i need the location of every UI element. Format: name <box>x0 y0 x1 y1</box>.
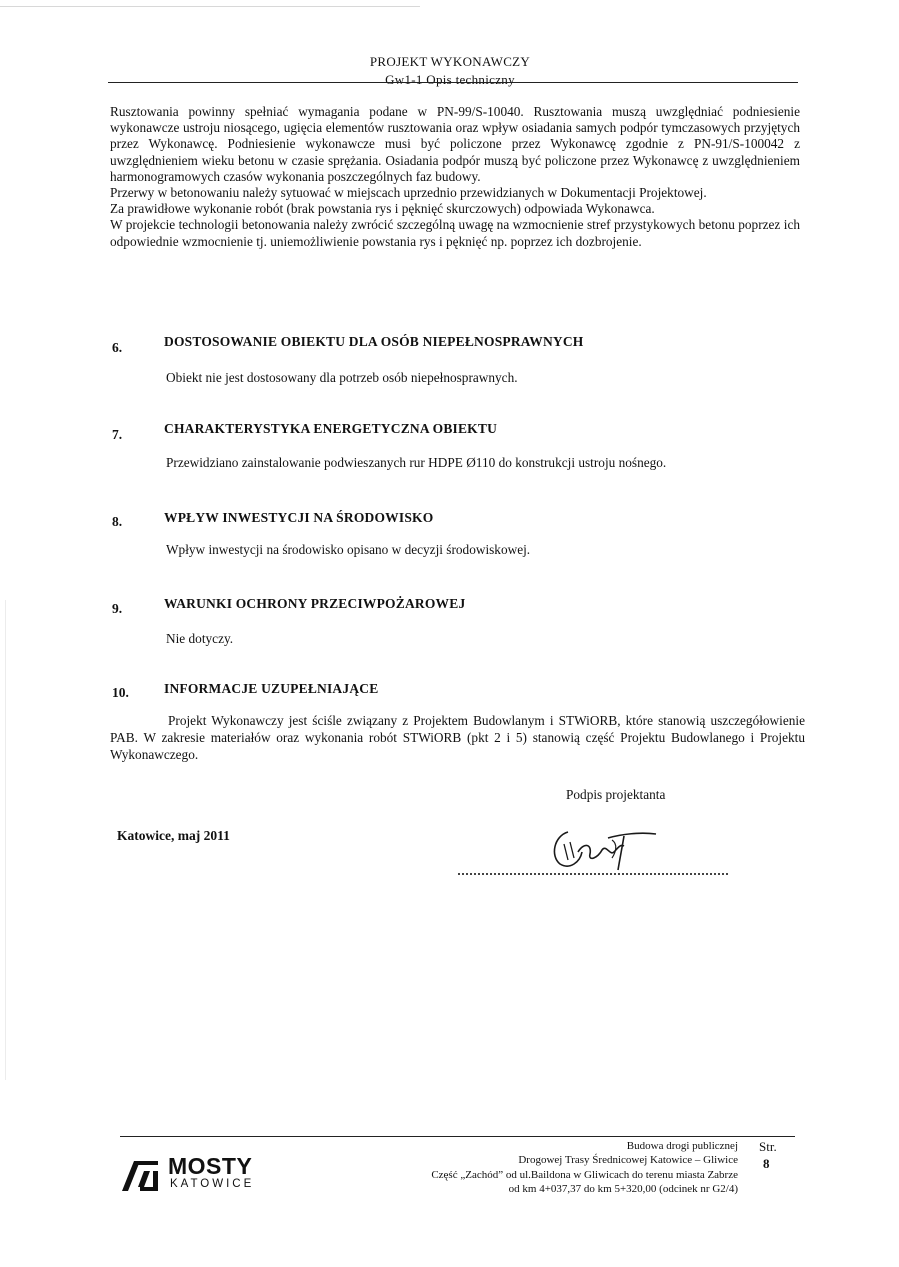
section-6-heading: DOSTOSOWANIE OBIEKTU DLA OSÓB NIEPEŁNOSPRAWNYCH <box>164 334 584 349</box>
page-label: Str. <box>759 1139 777 1154</box>
footer-project-info <box>360 1139 738 1196</box>
scan-top-line <box>0 6 420 7</box>
logo-name: MOSTY <box>168 1153 253 1179</box>
signature-dotted-line <box>458 873 728 875</box>
section-9-number: 9. <box>112 601 123 616</box>
section-10-number: 10. <box>112 685 129 700</box>
section-10-heading: INFORMACJE UZUPEŁNIAJĄCE <box>164 681 379 696</box>
scan-margin-line <box>5 600 6 1080</box>
intro-paragraph: Przerwy w betonowaniu należy sytuować w miejscach uprzednio przewidzianych w Dokumentacji Projektowej. <box>110 185 707 201</box>
header-rule <box>108 82 798 83</box>
document-subtitle: Gw1-1 Opis techniczny <box>385 72 515 87</box>
footer-rule <box>120 1136 795 1137</box>
section-9-heading: WARUNKI OCHRONY PRZECIWPOŻAROWEJ <box>164 596 466 611</box>
intro-paragraph: Rusztowania powinny spełniać wymagania podane w PN-99/S-10040. Rusztowania muszą uwzględniać podniesienie wykonawcze ustroju niosącego, ugięcia elementów rusztowania oraz wpływ osiadania samych podpór tymczasowych przyjętych przez Wykonawcę. Podniesienie wykonawcze musi być policzone przez Wykonawcę zgodnie z PN-91/S-100042 z uwzględnieniem wieku betonu w czasie sprężania. Osiadania podpór muszą być policzone przez Wykonawcę z uwzględnieniem harmonogramowych czasów wykonania poszczególnych faz budowy. <box>110 104 800 184</box>
intro-text <box>110 104 800 250</box>
footer-line: Budowa drogi publicznej <box>626 1140 738 1152</box>
section-7-number: 7. <box>112 427 123 442</box>
document-title: PROJEKT WYKONAWCZY <box>369 54 531 69</box>
section-6-number: 6. <box>112 340 123 355</box>
section-9-body: Nie dotyczy. <box>166 631 234 646</box>
section-8-number: 8. <box>112 514 123 529</box>
section-10-paragraph: Projekt Wykonawczy jest ściśle związany z Projektem Budowlanym i STWiORB, które stanowią uszczegółowienie PAB. W zakresie materiałów oraz wykonania robót STWiORB (pkt 2 i 5) stanowią część Projektu Budowlanego i Projektu Wykonawczego. <box>110 713 805 762</box>
footer-line: Część „Zachód” od ul.Baildona w Gliwicach do terenu miasta Zabrze <box>431 1168 738 1181</box>
page-number: 8 <box>763 1156 770 1171</box>
section-10-body <box>110 712 805 763</box>
section-7-heading: CHARAKTERYSTYKA ENERGETYCZNA OBIEKTU <box>164 421 498 436</box>
section-8-heading: WPŁYW INWESTYCJI NA ŚRODOWISKO <box>164 510 434 525</box>
signature-label: Podpis projektanta <box>566 787 666 802</box>
document-header <box>300 53 600 89</box>
logo-city: KATOWICE <box>170 1178 255 1190</box>
section-7-body: Przewidziano zainstalowanie podwieszanych rur HDPE Ø110 do konstrukcji ustroju nośnego. <box>166 455 667 470</box>
place-date: Katowice, maj 2011 <box>117 828 230 843</box>
footer-line: Drogowej Trasy Średnicowej Katowice – Gliwice <box>518 1154 738 1167</box>
section-8-body: Wpływ inwestycji na środowisko opisano w decyzji środowiskowej. <box>166 542 531 557</box>
section-6-body: Obiekt nie jest dostosowany dla potrzeb osób niepełnosprawnych. <box>166 370 518 385</box>
intro-paragraph: W projekcie technologii betonowania należy zwrócić szczególną uwagę na wzmocnienie stref przystykowych betonu poprzez ich odpowiednie wzmocnienie tj. uniemożliwienie powstania rys i pęknięć np. poprzez ich dozbrojenie. <box>110 217 800 249</box>
intro-paragraph: Za prawidłowe wykonanie robót (brak powstania rys i pęknięć skurczowych) odpowiada Wykonawca. <box>110 201 655 217</box>
handwritten-signature <box>548 822 658 874</box>
mosty-logo-icon <box>120 1157 160 1193</box>
footer-line: od km 4+037,37 do km 5+320,00 (odcinek nr G2/4) <box>508 1182 738 1195</box>
